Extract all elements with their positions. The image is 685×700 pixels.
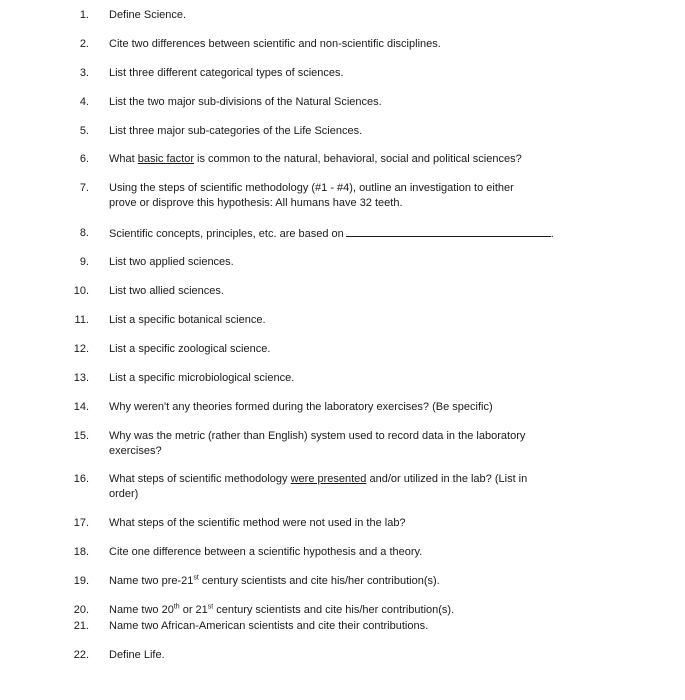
question-text-part: century scientists and cite his/her contribution(s). — [198, 575, 440, 587]
question-number: 21. — [73, 620, 89, 632]
question-text: List the two major sub-divisions of the Natural Sciences. — [109, 96, 382, 108]
question-text-part: Scientific concepts, principles, etc. are based on — [109, 228, 344, 240]
question-text — [109, 574, 609, 589]
question-text: Define Science. — [109, 9, 187, 21]
question-text: Name two African-American scientists and cite their contributions. — [109, 620, 429, 632]
question-number: 15. — [73, 430, 89, 442]
question-text: List two allied sciences. — [109, 285, 224, 297]
question-number: 2. — [79, 38, 89, 50]
question-text-part: and/or utilized in the lab? (List in — [366, 473, 528, 485]
question-text — [109, 603, 609, 618]
superscript: th — [173, 603, 180, 611]
question-text — [109, 181, 609, 211]
question-text-line: Using the steps of scientific methodology (#1 - #4), outline an investigation to either — [109, 182, 514, 194]
question-number: 4. — [79, 96, 89, 108]
question-number: 5. — [79, 125, 89, 137]
question-number: 17. — [73, 517, 89, 529]
question-text-part: century scientists and cite his/her contribution(s). — [213, 604, 455, 616]
question-text: List a specific botanical science. — [109, 314, 266, 326]
underlined-term: basic factor — [137, 153, 194, 165]
question-text: Define Life. — [109, 649, 165, 661]
question-text: List three different categorical types of sciences. — [109, 67, 344, 79]
question-text — [109, 152, 609, 167]
question-number: 22. — [73, 649, 89, 661]
question-text-part: is common to the natural, behavioral, social and political sciences? — [193, 153, 522, 165]
question-text-part: What steps of scientific methodology — [109, 473, 291, 485]
question-number: 20. — [73, 604, 89, 616]
question-text: List a specific zoological science. — [109, 343, 271, 355]
question-text: Cite one difference between a scientific hypothesis and a theory. — [109, 546, 423, 558]
question-text: What steps of the scientific method were not used in the lab? — [109, 517, 406, 529]
question-number: 1. — [79, 9, 89, 21]
question-text-part: What — [109, 153, 138, 165]
question-number: 18. — [73, 546, 89, 558]
question-text — [109, 429, 609, 459]
question-text — [109, 226, 609, 242]
question-number: 9. — [79, 256, 89, 268]
question-text-line: Why was the metric (rather than English) system used to record data in the laboratory — [109, 430, 526, 442]
superscript: st — [207, 603, 214, 611]
question-text-line: order) — [109, 488, 139, 500]
question-text: List three major sub-categories of the Life Sciences. — [109, 125, 363, 137]
answer-blank — [346, 226, 551, 237]
question-text-part: Name two pre-21 — [109, 575, 194, 587]
question-text-line: prove or disprove this hypothesis: All humans have 32 teeth. — [109, 197, 403, 209]
question-text: Cite two differences between scientific and non-scientific disciplines. — [109, 38, 441, 50]
question-text: List a specific microbiological science. — [109, 372, 295, 384]
question-number: 7. — [79, 182, 89, 194]
question-text-part: Name two 20 — [109, 604, 174, 616]
question-text: Why weren't any theories formed during the laboratory exercises? (Be specific) — [109, 401, 493, 413]
superscript: st — [193, 574, 199, 582]
question-number: 12. — [73, 343, 89, 355]
question-number: 13. — [73, 372, 89, 384]
question-text — [109, 472, 609, 502]
question-text: List two applied sciences. — [109, 256, 234, 268]
underlined-term: were presented — [290, 473, 367, 485]
question-text-line: exercises? — [109, 445, 162, 457]
question-text-part: or 21 — [179, 604, 208, 616]
question-text-part: . — [550, 228, 554, 240]
question-number: 8. — [79, 227, 89, 239]
question-number: 16. — [73, 473, 89, 485]
question-number: 3. — [79, 67, 89, 79]
question-text-line — [109, 472, 609, 487]
question-number: 19. — [73, 575, 89, 587]
question-number: 6. — [79, 153, 89, 165]
question-number: 14. — [73, 401, 89, 413]
question-number: 11. — [74, 314, 89, 326]
question-number: 10. — [73, 285, 89, 297]
